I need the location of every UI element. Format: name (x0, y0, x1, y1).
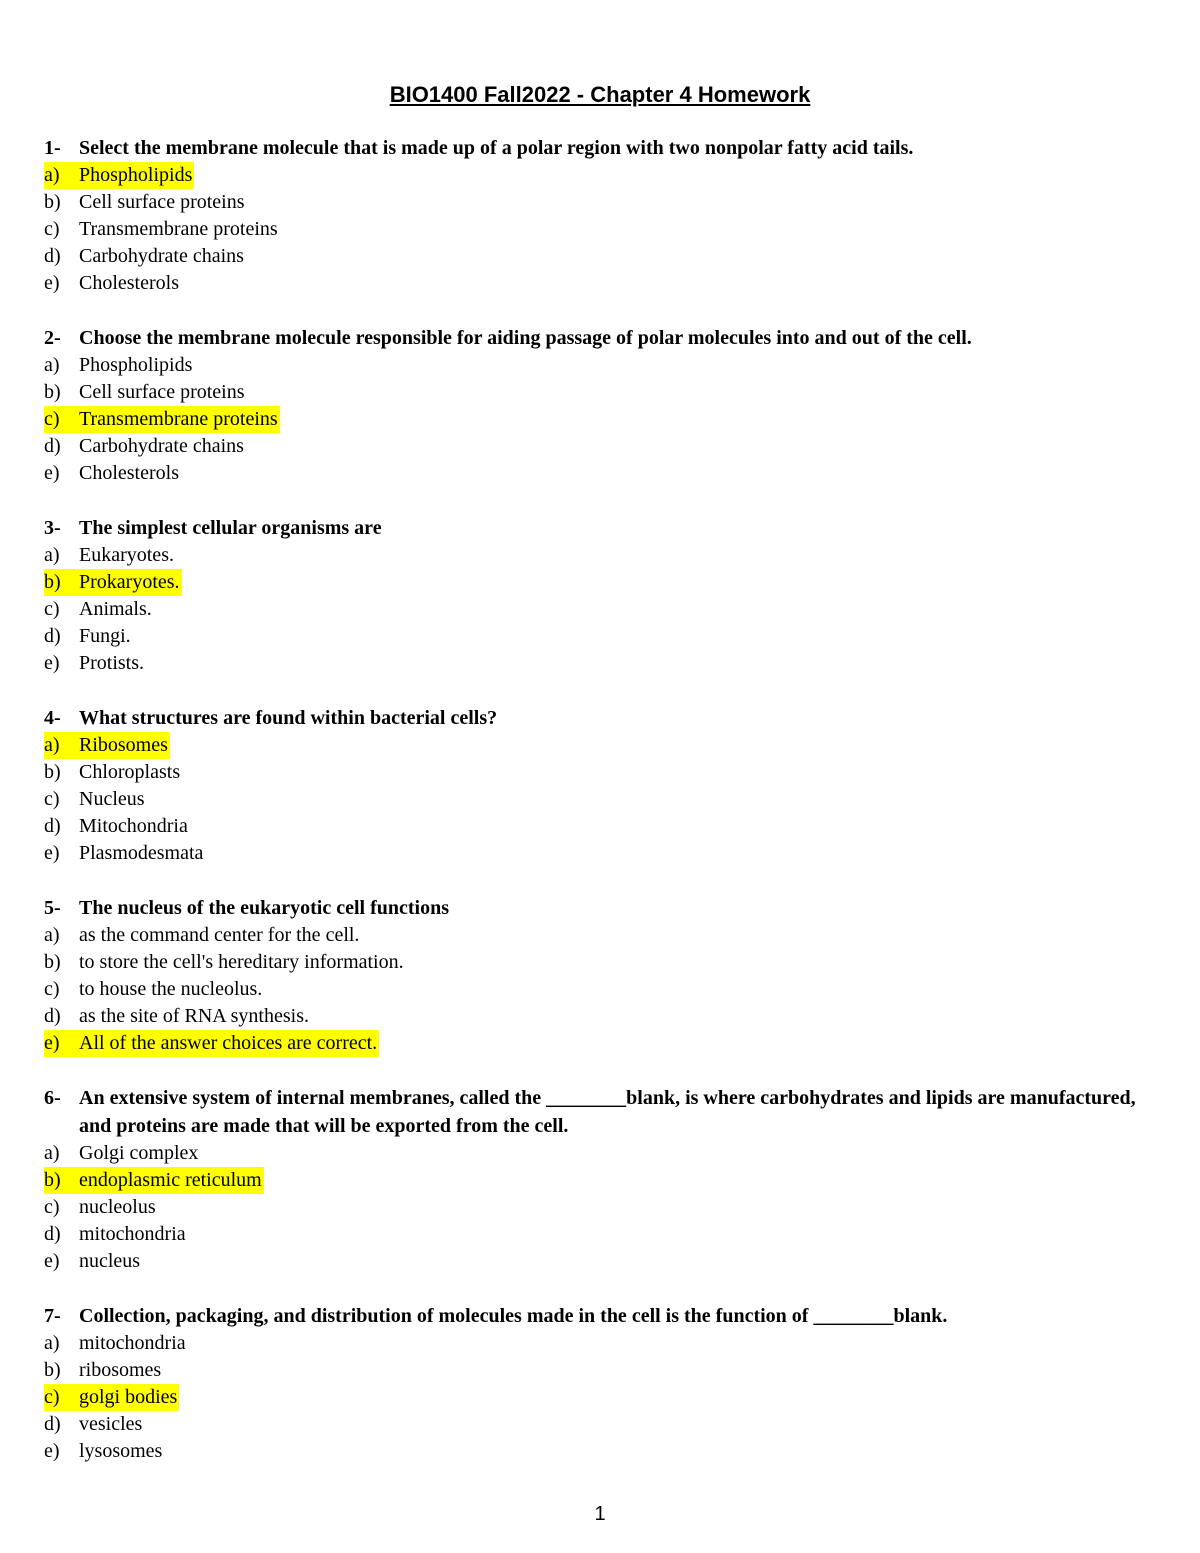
answer-option (44, 1003, 1164, 1030)
answer-option (44, 542, 1164, 569)
answer-option-text: Plasmodesmata (79, 842, 204, 864)
answer-option-text: mitochondria (79, 1223, 186, 1245)
answer-option-content (44, 732, 170, 759)
answer-option-letter: e) (44, 462, 60, 484)
answer-option-text: to house the nucleolus. (79, 978, 263, 1000)
answer-option-letter: e) (44, 1032, 60, 1054)
answer-option-letter: a) (44, 1142, 60, 1164)
answer-option-content (44, 406, 280, 433)
answer-option-letter: c) (44, 788, 60, 810)
question-text: The nucleus of the eukaryotic cell functions (79, 897, 449, 919)
answer-option-content (44, 813, 190, 840)
answer-option-text: Nucleus (79, 788, 145, 810)
answer-option-letter: e) (44, 842, 60, 864)
answer-option (44, 759, 1164, 786)
answer-option-letter: b) (44, 191, 61, 213)
answer-option-correct (44, 569, 1164, 596)
answer-option (44, 596, 1164, 623)
answer-option (44, 243, 1164, 270)
answer-option-text: ribosomes (79, 1359, 162, 1381)
answer-option-text: nucleolus (79, 1196, 156, 1218)
answer-option-text: All of the answer choices are correct. (79, 1032, 378, 1054)
answer-option (44, 1248, 1164, 1275)
answer-option-text: Carbohydrate chains (79, 245, 244, 267)
answer-option-content (44, 352, 194, 379)
answer-option-text: Ribosomes (79, 734, 168, 756)
answer-option-text: vesicles (79, 1413, 143, 1435)
question (44, 324, 1164, 487)
answer-option-letter: c) (44, 408, 60, 430)
question-stem (44, 514, 1164, 542)
answer-option-letter: c) (44, 1196, 60, 1218)
question (44, 514, 1164, 677)
answer-option (44, 840, 1164, 867)
question-stem (44, 1084, 1164, 1140)
answer-option (44, 786, 1164, 813)
question-number: 7- (44, 1305, 61, 1327)
answer-option-text: Cell surface proteins (79, 191, 245, 213)
answer-option (44, 1140, 1164, 1167)
answer-option-content (44, 1384, 179, 1411)
answer-option-text: as the command center for the cell. (79, 924, 360, 946)
answer-option-letter: b) (44, 1169, 61, 1191)
answer-option-content (44, 1438, 164, 1465)
answer-option (44, 1194, 1164, 1221)
answer-option-text: to store the cell's hereditary information. (79, 951, 404, 973)
question-stem (44, 894, 1164, 922)
answer-option-content (44, 270, 181, 297)
answer-option-text: Cholesterols (79, 462, 179, 484)
answer-option-letter: a) (44, 164, 60, 186)
answer-option-content (44, 1167, 264, 1194)
question-number: 2- (44, 327, 61, 349)
answer-option-text: mitochondria (79, 1332, 186, 1354)
question-number: 5- (44, 897, 61, 919)
answer-option-correct (44, 732, 1164, 759)
answer-option-letter: c) (44, 598, 60, 620)
question-number: 4- (44, 707, 61, 729)
answer-option-letter: e) (44, 1250, 60, 1272)
answer-option-content (44, 1194, 158, 1221)
answer-option (44, 1330, 1164, 1357)
answer-option-text: lysosomes (79, 1440, 163, 1462)
answer-option-content (44, 976, 264, 1003)
answer-option-letter: e) (44, 1440, 60, 1462)
answer-option-content (44, 379, 247, 406)
question-text: Collection, packaging, and distribution of molecules made in the cell is the function of ________blank. (79, 1305, 948, 1327)
answer-option (44, 1357, 1164, 1384)
answer-option-text: Transmembrane proteins (79, 218, 278, 240)
answer-option (44, 922, 1164, 949)
answer-option-text: endoplasmic reticulum (79, 1169, 262, 1191)
answer-option-content (44, 542, 176, 569)
answer-option-letter: d) (44, 1223, 61, 1245)
answer-option-letter: b) (44, 571, 61, 593)
answer-option-letter: d) (44, 245, 61, 267)
question-stem (44, 1302, 1164, 1330)
answer-option-correct (44, 162, 1164, 189)
answer-option-letter: a) (44, 544, 60, 566)
answer-option-letter: c) (44, 218, 60, 240)
question (44, 1084, 1164, 1275)
answer-option-content (44, 1221, 188, 1248)
answer-option-letter: a) (44, 734, 60, 756)
answer-option-text: Cell surface proteins (79, 381, 245, 403)
answer-option-content (44, 650, 146, 677)
answer-option-text: Chloroplasts (79, 761, 181, 783)
answer-option-content (44, 1248, 142, 1275)
answer-option-letter: d) (44, 1413, 61, 1435)
answer-option (44, 379, 1164, 406)
answer-option-content (44, 840, 205, 867)
answer-option-letter: d) (44, 435, 61, 457)
answer-option (44, 623, 1164, 650)
answer-option-letter: d) (44, 625, 61, 647)
answer-option (44, 433, 1164, 460)
answer-option-content (44, 1411, 144, 1438)
answer-option-correct (44, 1167, 1164, 1194)
answer-option-text: Phospholipids (79, 164, 193, 186)
question-text: The simplest cellular organisms are (79, 517, 382, 539)
answer-option-content (44, 216, 280, 243)
answer-option-content (44, 759, 182, 786)
answer-option-letter: a) (44, 354, 60, 376)
answer-option-text: golgi bodies (79, 1386, 178, 1408)
answer-option-content (44, 162, 194, 189)
question-number: 6- (44, 1087, 61, 1109)
answer-option-letter: c) (44, 978, 60, 1000)
answer-option-text: as the site of RNA synthesis. (79, 1005, 309, 1027)
question-stem (44, 704, 1164, 732)
answer-option-letter: b) (44, 381, 61, 403)
page-number: 1 (594, 1503, 606, 1525)
answer-option-text: Transmembrane proteins (79, 408, 278, 430)
answer-option (44, 216, 1164, 243)
answer-option (44, 976, 1164, 1003)
question (44, 1302, 1164, 1465)
question-number: 3- (44, 517, 61, 539)
answer-option-content (44, 1003, 311, 1030)
question (44, 894, 1164, 1057)
answer-option-content (44, 433, 246, 460)
answer-option (44, 270, 1164, 297)
answer-option-content (44, 569, 182, 596)
question-stem (44, 324, 1164, 352)
answer-option-text: Mitochondria (79, 815, 188, 837)
answer-option-correct (44, 406, 1164, 433)
answer-option-letter: a) (44, 1332, 60, 1354)
answer-option-text: Phospholipids (79, 354, 193, 376)
question-text: Select the membrane molecule that is made up of a polar region with two nonpolar fatty acid tails. (79, 137, 914, 159)
answer-option (44, 650, 1164, 677)
answer-option-text: Eukaryotes. (79, 544, 174, 566)
answer-option-text: Cholesterols (79, 272, 179, 294)
question-number: 1- (44, 137, 61, 159)
answer-option (44, 1438, 1164, 1465)
answer-option-content (44, 922, 361, 949)
answer-option-letter: e) (44, 272, 60, 294)
answer-option-content (44, 1357, 163, 1384)
answer-option-correct (44, 1030, 1164, 1057)
answer-option (44, 1411, 1164, 1438)
answer-option-content (44, 189, 247, 216)
answer-option-content (44, 596, 154, 623)
question-stem (44, 134, 1164, 162)
answer-option (44, 460, 1164, 487)
answer-option-content (44, 1140, 200, 1167)
answer-option-content (44, 623, 133, 650)
question (44, 704, 1164, 867)
answer-option-letter: a) (44, 924, 60, 946)
answer-option-text: Carbohydrate chains (79, 435, 244, 457)
answer-option-content (44, 1030, 379, 1057)
answer-option (44, 189, 1164, 216)
answer-option (44, 813, 1164, 840)
answer-option (44, 1221, 1164, 1248)
answer-option-content (44, 243, 246, 270)
answer-option-letter: b) (44, 761, 61, 783)
question-text: An extensive system of internal membranes, called the ________blank, is where carbohydrates and lipids are manufactured, and proteins are made that will be exported from the cell. (79, 1087, 1136, 1137)
answer-option-letter: e) (44, 652, 60, 674)
answer-option-letter: b) (44, 951, 61, 973)
answer-option-text: Fungi. (79, 625, 131, 647)
answer-option (44, 949, 1164, 976)
answer-option-content (44, 1330, 188, 1357)
question-list (44, 134, 1164, 1492)
answer-option-letter: d) (44, 815, 61, 837)
answer-option-letter: b) (44, 1359, 61, 1381)
answer-option-text: Animals. (79, 598, 152, 620)
question-text: What structures are found within bacterial cells? (79, 707, 498, 729)
question-text: Choose the membrane molecule responsible for aiding passage of polar molecules into and out of the cell. (79, 327, 972, 349)
answer-option-correct (44, 1384, 1164, 1411)
answer-option-text: nucleus (79, 1250, 141, 1272)
answer-option-letter: d) (44, 1005, 61, 1027)
question (44, 134, 1164, 297)
answer-option-content (44, 786, 147, 813)
answer-option-text: Prokaryotes. (79, 571, 180, 593)
document-title: BIO1400 Fall2022 - Chapter 4 Homework (389, 82, 811, 107)
answer-option-text: Golgi complex (79, 1142, 199, 1164)
answer-option-content (44, 949, 406, 976)
answer-option-letter: c) (44, 1386, 60, 1408)
answer-option-text: Protists. (79, 652, 145, 674)
answer-option-content (44, 460, 181, 487)
answer-option (44, 352, 1164, 379)
